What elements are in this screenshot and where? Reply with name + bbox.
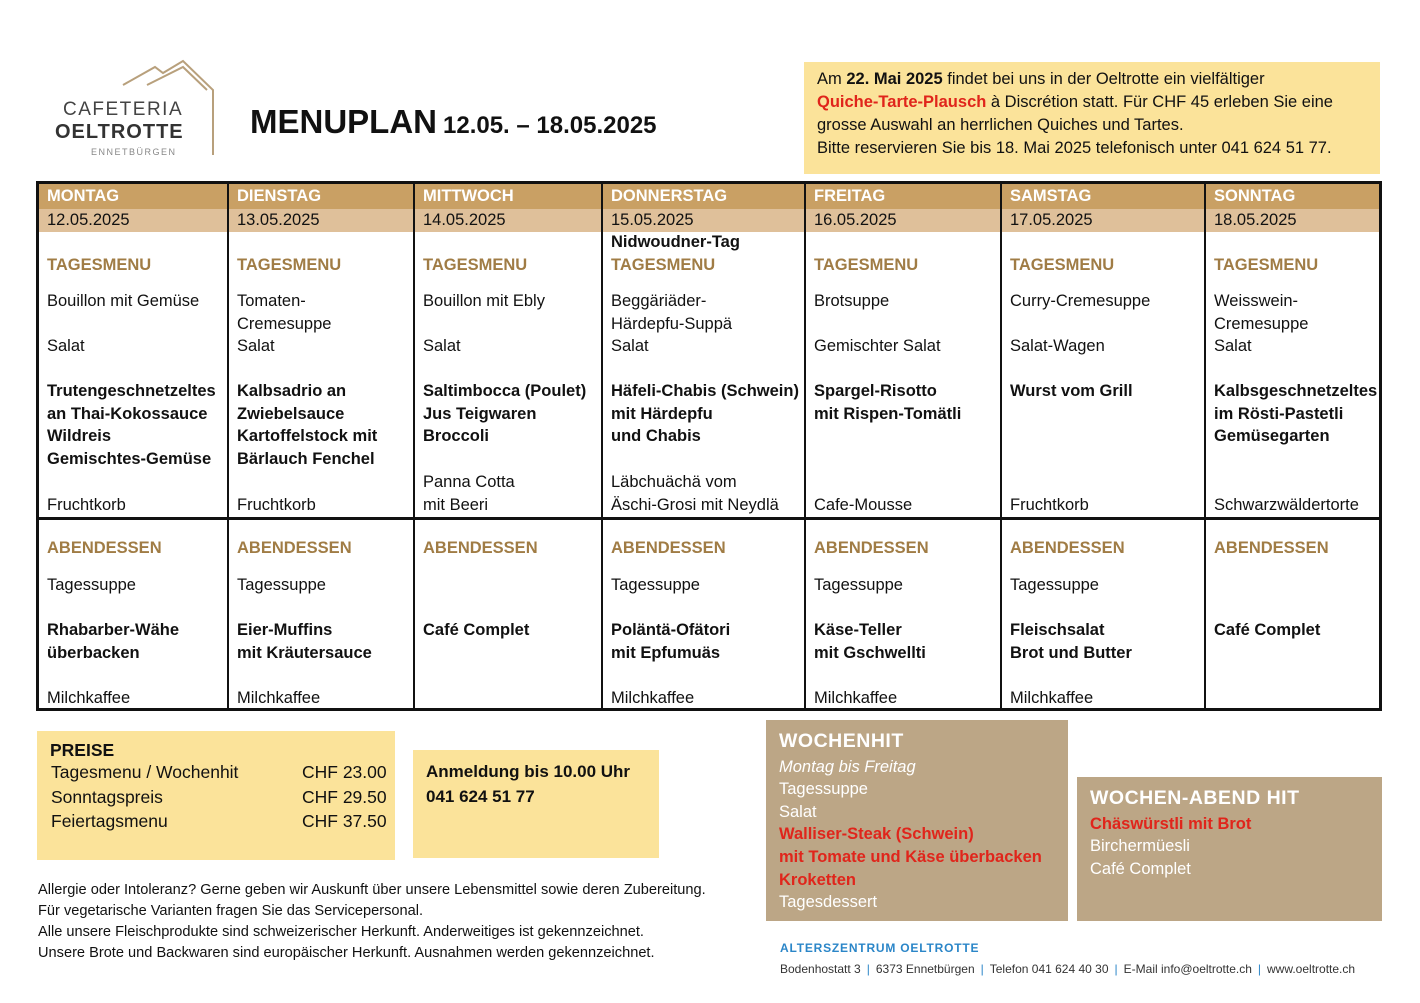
price-value: CHF 29.50 (302, 786, 387, 807)
dessert-line: Fruchtkorb (47, 496, 126, 514)
price-label: Feiertagsmenu (51, 811, 168, 831)
registration-deadline: Anmeldung bis 10.00 Uhr (426, 762, 631, 781)
announcement-line-2 (817, 91, 1370, 114)
column-divider (1000, 184, 1002, 708)
main-course-line: an Thai-Kokossauce (47, 404, 208, 423)
announcement-text: findet bei uns in der Oeltrotte ein vielfältiger (942, 70, 1265, 88)
lunch-section-label: TAGESMENU (423, 256, 528, 274)
notes-block (38, 880, 706, 964)
announcement-box (804, 62, 1380, 174)
title-main: MENUPLAN (250, 103, 437, 140)
announcement-line-4: Bitte reservieren Sie bis 18. Mai 2025 telefonisch unter 041 624 51 77. (817, 139, 1332, 157)
dinner-section-label: ABENDESSEN (611, 539, 726, 557)
dinner-section-label: ABENDESSEN (814, 539, 929, 557)
lunch-section-label: TAGESMENU (237, 256, 342, 274)
note-line: Alle unsere Fleischprodukte sind schweizerischer Herkunft. Anderweitiges ist gekennzeichnet. (38, 924, 644, 940)
dinner-soup-line: Tagessuppe (237, 576, 326, 594)
footer-town: 6373 Ennetbürgen (875, 962, 975, 976)
dinner-section-label: ABENDESSEN (47, 539, 162, 557)
soup-line: Beggäriäder- (611, 292, 707, 310)
salad-line: Salat (423, 337, 461, 355)
footer-email[interactable]: E-Mail info@oeltrotte.ch (1123, 962, 1252, 976)
day-date: 16.05.2025 (814, 211, 897, 229)
price-value: CHF 23.00 (302, 762, 387, 782)
main-course-line: und Chabis (611, 427, 701, 446)
soup-line: Curry-Cremesuppe (1010, 292, 1151, 310)
abendhit-box (1077, 777, 1382, 921)
price-row (50, 762, 395, 787)
salad-line: Salat (47, 337, 85, 355)
wochenhit-subtitle: Montag bis Freitag (779, 757, 916, 776)
main-course-line: Kartoffelstock mit (237, 427, 378, 446)
day-date: 18.05.2025 (1214, 211, 1297, 229)
dinner-section-label: ABENDESSEN (237, 539, 352, 557)
cafeteria-logo (55, 55, 225, 165)
dinner-main-line: Brot und Butter (1010, 643, 1132, 662)
day-date: 14.05.2025 (423, 211, 506, 229)
soup-line: Bouillon mit Gemüse (47, 292, 200, 310)
column-divider (804, 184, 806, 708)
day-special-label: Nidwoudner-Tag (611, 233, 740, 251)
soup-line: Cremesuppe (237, 314, 332, 333)
dessert-line: Äschi-Grosi mit Neydlä (611, 495, 779, 514)
main-course-line: Zwiebelsauce (237, 404, 345, 423)
dinner-main-line: mit Kräutersauce (237, 643, 372, 662)
wochenhit-highlight: Kroketten (779, 870, 857, 889)
day-date: 12.05.2025 (47, 211, 130, 229)
day-name: DIENSTAG (237, 187, 322, 205)
dessert-line: Cafe-Mousse (814, 496, 913, 514)
weekly-menu-table (36, 181, 1382, 711)
day-date: 17.05.2025 (1010, 211, 1093, 229)
footer-website[interactable]: www.oeltrotte.ch (1267, 962, 1356, 976)
day-name: MONTAG (47, 187, 120, 205)
wochenhit-title: WOCHENHIT (779, 730, 904, 752)
salad-line: Salat-Wagen (1010, 337, 1105, 355)
main-course-line: Trutengeschnetzeltes (47, 382, 216, 400)
column-divider (413, 184, 415, 708)
main-course-line: Saltimbocca (Poulet) (423, 382, 587, 400)
price-row (50, 787, 395, 812)
wochenhit-highlight: mit Tomate und Käse überbacken (779, 847, 1042, 866)
dinner-main-line: mit Epfumuäs (611, 643, 721, 662)
day-name: DONNERSTAG (611, 187, 728, 205)
dinner-soup-line: Tagessuppe (1010, 576, 1099, 594)
lunch-dinner-divider (39, 517, 1379, 520)
main-course-line: Broccoli (423, 427, 490, 446)
lunch-section-label: TAGESMENU (611, 256, 716, 274)
soup-line: Brotsuppe (814, 292, 890, 310)
lunch-section-label: TAGESMENU (814, 256, 919, 274)
announcement-text: Am (817, 70, 847, 88)
day-date: 13.05.2025 (237, 211, 320, 229)
main-course-line: mit Rispen-Tomätli (814, 404, 962, 423)
day-name: SAMSTAG (1010, 187, 1092, 205)
main-course-line: im Rösti-Pastetli (1214, 404, 1344, 423)
price-value: CHF 37.50 (302, 811, 387, 831)
dinner-drink-line: Milchkaffee (814, 689, 898, 707)
dinner-main-line: Eier-Muffins (237, 621, 333, 639)
day-name: FREITAG (814, 187, 886, 205)
dessert-line: Fruchtkorb (1010, 496, 1089, 514)
soup-line: Cremesuppe (1214, 314, 1309, 333)
dinner-soup-line: Tagessuppe (611, 576, 700, 594)
dinner-main-line: Poläntä-Ofätori (611, 621, 731, 639)
footer-separator: | (1114, 962, 1118, 976)
footer-phone[interactable]: Telefon 041 624 40 30 (989, 962, 1109, 976)
abendhit-item: Café Complet (1090, 859, 1191, 878)
dinner-drink-line: Milchkaffee (611, 689, 695, 707)
day-date: 15.05.2025 (611, 211, 694, 229)
footer-address: Bodenhostatt 3 (780, 962, 861, 976)
dinner-main-line: Käse-Teller (814, 621, 902, 639)
dinner-main-line: überbacken (47, 643, 140, 662)
wochenhit-item: Salat (779, 802, 817, 821)
price-row (50, 811, 395, 836)
abendhit-title: WOCHEN-ABEND HIT (1090, 787, 1300, 809)
main-course-line: Gemüsegarten (1214, 427, 1330, 446)
soup-line: Härdepfu-Suppä (611, 314, 733, 333)
prices-title: PREISE (50, 740, 115, 760)
dessert-line: Fruchtkorb (237, 496, 316, 514)
dessert-line: Panna Cotta (423, 473, 515, 491)
column-divider (1204, 184, 1206, 708)
dinner-section-label: ABENDESSEN (1214, 539, 1329, 557)
main-course-line: Jus Teigwaren (423, 404, 537, 423)
lunch-section-label: TAGESMENU (1010, 256, 1115, 274)
salad-line: Salat (237, 337, 275, 355)
main-course-line: Kalbsadrio an (237, 382, 347, 400)
announcement-date: 22. Mai 2025 (846, 70, 943, 88)
note-line: Allergie oder Intoleranz? Gerne geben wir Auskunft über unsere Lebensmittel sowie deren Zubereitung. (38, 882, 706, 898)
dinner-main-line: Café Complet (423, 621, 530, 639)
announcement-line-1 (817, 68, 1370, 91)
abendhit-highlight: Chäswürstli mit Brot (1090, 814, 1252, 833)
dinner-main-line: Café Complet (1214, 621, 1321, 639)
lunch-section-label: TAGESMENU (47, 256, 152, 274)
day-name: SONNTAG (1214, 187, 1296, 205)
main-course-line: Gemischtes-Gemüse (47, 449, 212, 468)
main-course-line: Häfeli-Chabis (Schwein) (611, 382, 799, 400)
column-divider (601, 184, 603, 708)
abendhit-item: Birchermüesli (1090, 837, 1190, 856)
dessert-line: Läbchuächä vom (611, 473, 737, 491)
price-label: Sonntagspreis (51, 786, 163, 807)
footer-contact (780, 962, 1355, 976)
announcement-event: Quiche-Tarte-Plausch (817, 93, 987, 111)
dinner-section-label: ABENDESSEN (1010, 539, 1125, 557)
logo-line-cafeteria: CAFETERIA (63, 99, 184, 120)
lunch-section-label: TAGESMENU (1214, 256, 1319, 274)
title-date-range: 12.05. – 18.05.2025 (443, 112, 657, 139)
dinner-drink-line: Milchkaffee (237, 689, 321, 707)
note-line: Unsere Brote und Backwaren sind europäischer Herkunft. Ausnahmen werden gekennzeichnet. (38, 945, 655, 961)
soup-line: Tomaten- (237, 292, 306, 310)
announcement-line-3: grosse Auswahl an herrlichen Quiches und Tartes. (817, 116, 1184, 134)
column-divider (227, 184, 229, 708)
dinner-main-line: mit Gschwellti (814, 643, 926, 662)
main-course-line: Spargel-Risotto (814, 382, 937, 400)
main-course-line: Wurst vom Grill (1010, 382, 1133, 400)
salad-line: Salat (1214, 337, 1252, 355)
main-course-line: Kalbsgeschnetzeltes (1214, 382, 1378, 400)
dinner-drink-line: Milchkaffee (1010, 689, 1094, 707)
page-title (250, 103, 657, 141)
dinner-main-line: Fleischsalat (1010, 621, 1105, 639)
salad-line: Salat (611, 337, 649, 355)
footer-separator: | (980, 962, 984, 976)
footer-separator: | (866, 962, 870, 976)
day-name: MITTWOCH (423, 187, 514, 205)
registration-box (413, 750, 659, 858)
logo-line-town: ENNETBÜRGEN (91, 147, 177, 157)
prices-box (37, 731, 395, 860)
wochenhit-highlight: Walliser-Steak (Schwein) (779, 825, 974, 844)
soup-line: Weisswein- (1214, 292, 1299, 310)
wochenhit-item: Tagessuppe (779, 780, 868, 799)
dinner-drink-line: Milchkaffee (47, 689, 131, 707)
dinner-section-label: ABENDESSEN (423, 539, 538, 557)
note-line: Für vegetarische Varianten fragen Sie das Servicepersonal. (38, 903, 424, 919)
price-label: Tagesmenu / Wochenhit (51, 762, 239, 782)
salad-line: Gemischter Salat (814, 337, 941, 355)
soup-line: Bouillon mit Ebly (423, 292, 545, 310)
main-course-line: Wildreis (47, 427, 112, 446)
wochenhit-box (766, 720, 1068, 921)
dinner-main-line: Rhabarber-Wähe (47, 621, 180, 639)
dessert-line: mit Beeri (423, 495, 489, 514)
announcement-text: à Discrétion statt. Für CHF 45 erleben Sie eine (986, 93, 1333, 111)
wochenhit-dessert: Tagesdessert (779, 893, 878, 912)
dessert-line: Schwarzwäldertorte (1214, 496, 1359, 514)
main-course-line: Bärlauch Fenchel (237, 449, 375, 468)
logo-line-oeltrotte: OELTROTTE (55, 121, 184, 143)
main-course-line: mit Härdepfu (611, 404, 713, 423)
footer-separator: | (1257, 962, 1262, 976)
registration-phone: 041 624 51 77 (426, 787, 535, 806)
dinner-soup-line: Tagessuppe (47, 576, 136, 594)
dinner-soup-line: Tagessuppe (814, 576, 903, 594)
footer-organization: ALTERSZENTRUM OELTROTTE (780, 941, 980, 955)
